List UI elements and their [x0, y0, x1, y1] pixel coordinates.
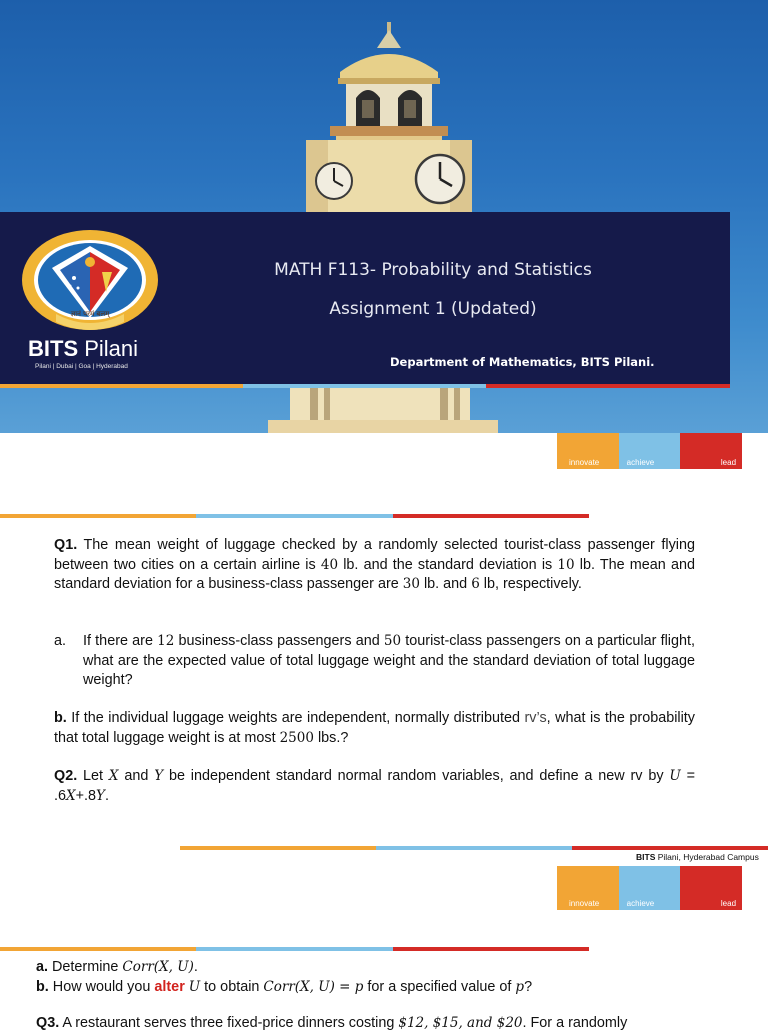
tagline-bar — [557, 433, 742, 469]
footer-stripe — [180, 846, 768, 850]
banner-color-stripe — [0, 384, 730, 388]
tagline-lead: lead — [720, 899, 737, 908]
question-2a: a. Determine Corr(X, U). — [36, 959, 198, 975]
tagline-innovate: innovate — [569, 458, 600, 467]
question-3: Q3. A restaurant serves three fixed-price dinners costing $12, $15, and $20. For a randomly — [36, 1015, 628, 1031]
question-1b: b. If the individual luggage weights are independent, normally distributed rv’s, what is the probability that total luggage weight is at most 2500 lbs.? — [54, 710, 695, 746]
tagline-innovate: innovate — [569, 899, 600, 908]
tagline-achieve: achieve — [626, 458, 655, 467]
question-1a-marker: a. — [54, 633, 67, 649]
slide-top-stripe — [0, 514, 589, 518]
course-title: MATH F113- Probability and Statistics — [274, 260, 592, 280]
department-name: Department of Mathematics, BITS Pilani. — [390, 355, 655, 369]
slide3-top-stripe — [0, 947, 589, 951]
tagline-bar-2 — [557, 866, 742, 910]
title-banner — [0, 212, 730, 386]
footer-campus: BITS Pilani, Hyderabad Campus — [636, 852, 759, 862]
question-1: Q1. The mean weight of luggage checked by a randomly selected tourist-class passenger flying between two cities on a certain airline is 40 lb. and the standard deviation is 10 lb. The mean and standard deviation for a business-class passenger are 30 lb. and 6 lb, respectively. — [54, 537, 695, 592]
question-2b: b. How would you alter U to obtain Corr(X, U) = p for a specified value of p? — [36, 979, 533, 995]
tagline-lead: lead — [720, 458, 737, 467]
tagline-achieve: achieve — [626, 899, 655, 908]
question-2: Q2. Let X and Y be independent standard normal random variables, and define a new rv by U = .6X+.8Y. — [54, 768, 695, 804]
campus-list: Pilani | Dubai | Goa | Hyderabad — [35, 363, 128, 370]
logo-motto: ज्ञानं परमं बलम् — [70, 310, 110, 318]
assignment-subtitle: Assignment 1 (Updated) — [329, 299, 537, 319]
bits-pilani-wordmark: BITS Pilani — [28, 336, 139, 361]
question-1a: If there are 12 business-class passengers and 50 tourist-class passengers on a particular flight, what are the expected value of total luggage weight and the standard deviation of total luggage weight? — [83, 633, 695, 688]
